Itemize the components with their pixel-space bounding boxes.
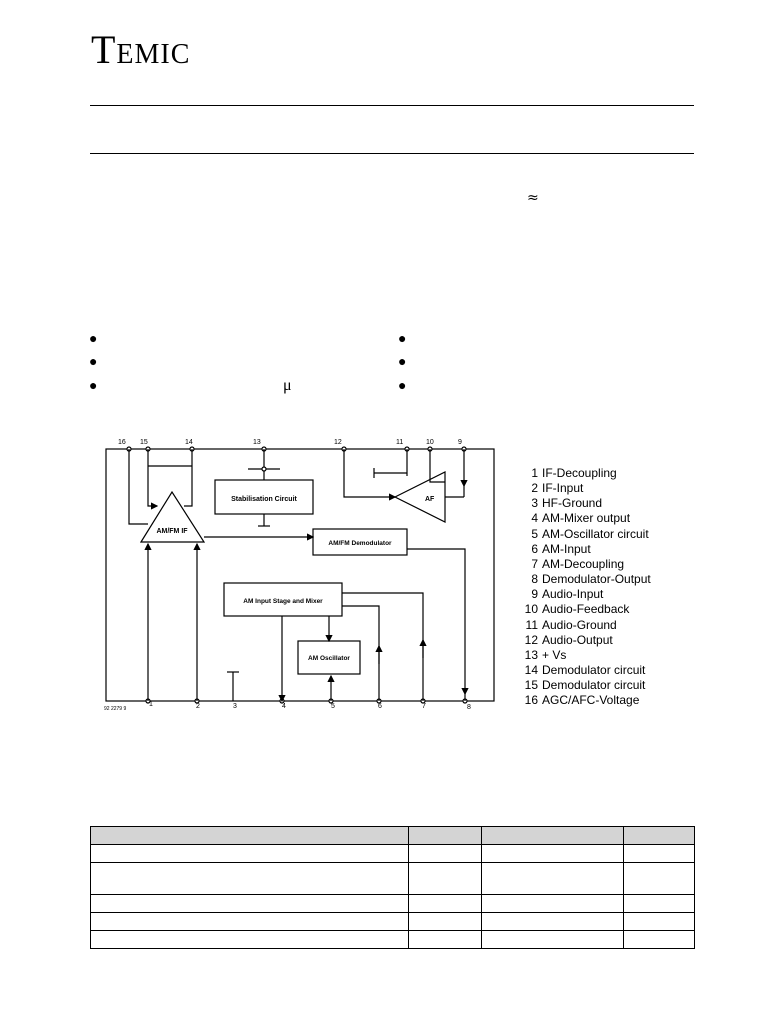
pin-name: + Vs [542, 647, 567, 662]
pin-name: AM-Oscillator circuit [542, 526, 649, 541]
pin-number: 2 [531, 481, 538, 496]
pin-label-10: 10 [426, 439, 434, 446]
pin-number: 4 [531, 511, 538, 526]
pin-label-2: 2 [196, 703, 200, 710]
stabilisation-circuit-label: Stabilisation Circuit [231, 496, 297, 503]
pin-name: Audio-Output [542, 632, 613, 647]
pin-name: Audio-Feedback [542, 602, 630, 617]
drawing-code: 92 2279 9 [104, 706, 127, 712]
pin-number: 3 [531, 496, 538, 511]
pin-label-9: 9 [458, 439, 462, 446]
pin-description-item [519, 663, 651, 678]
feature-bullet: ● [398, 330, 407, 346]
pin-description-item [519, 466, 651, 481]
mu-symbol: μ [283, 377, 292, 394]
table-header-cell [624, 827, 695, 845]
pin-description-item [519, 693, 651, 708]
pin-number: 10 [524, 602, 538, 617]
pin-number: 7 [531, 556, 538, 571]
pin-description-item [519, 678, 651, 693]
approx-symbol: ≈ [527, 190, 539, 206]
feature-bullet: ● [89, 330, 98, 346]
amfm-demodulator-label: AM/FM Demodulator [328, 540, 392, 547]
pin-name: AM-Input [542, 541, 591, 556]
pin-description-item [519, 587, 651, 602]
temic-logo: Temic [91, 27, 191, 72]
pin-description-item [519, 496, 651, 511]
pin-description-item [519, 618, 651, 633]
pin-number: 13 [524, 647, 538, 662]
pin-name: AM-Decoupling [542, 556, 625, 571]
pin-label-6: 6 [378, 703, 382, 710]
am-input-stage-label: AM Input Stage and Mixer [243, 598, 323, 605]
pin-label-11: 11 [396, 439, 404, 446]
pin-label-1: 1 [149, 701, 153, 708]
pin-description-item [519, 557, 651, 572]
pin-number: 8 [531, 572, 538, 587]
pin-number: 1 [531, 466, 538, 480]
table-header-row [91, 827, 695, 845]
pin-label-5: 5 [331, 703, 335, 710]
pin-number: 11 [525, 617, 538, 632]
feature-bullet: ● [89, 377, 98, 393]
pin-number: 15 [524, 678, 538, 693]
pin-description-item [519, 481, 651, 496]
pin-description-item [519, 633, 651, 648]
table-header-cell [482, 827, 624, 845]
pin-number: 12 [524, 632, 538, 647]
pin-description-item [519, 542, 651, 557]
pin-description-item [519, 527, 651, 542]
pin-description-list [519, 466, 651, 709]
pin-name: Audio-Input [542, 587, 604, 602]
header-rule-top [90, 105, 694, 106]
pin-name: Demodulator-Output [542, 572, 651, 587]
table-row [91, 913, 695, 931]
pin-label-13: 13 [253, 439, 261, 446]
pin-label-7: 7 [422, 703, 426, 710]
table-row [91, 895, 695, 913]
header-rule-bottom [90, 153, 694, 154]
pin-description-item [519, 511, 651, 526]
table-row [91, 863, 695, 895]
pin-label-15: 15 [140, 439, 148, 446]
specs-table [90, 826, 695, 949]
pin-name: AGC/AFC-Voltage [542, 693, 640, 708]
pin-description-item [519, 602, 651, 617]
pin-number: 5 [531, 526, 538, 541]
pin-label-14: 14 [185, 439, 193, 446]
amfm-if-label: AM/FM IF [156, 528, 188, 535]
pin-label-16: 16 [118, 439, 126, 446]
pin-label-12: 12 [334, 439, 342, 446]
pin-name: IF-Input [542, 481, 584, 496]
ic-outline [106, 449, 494, 701]
pin-name: Demodulator circuit [542, 663, 646, 678]
pin-label-8: 8 [467, 704, 471, 711]
pin-name: Audio-Ground [542, 617, 617, 632]
pin-description-item [519, 648, 651, 663]
pin-name: IF-Decoupling [542, 466, 617, 480]
table-header-cell [409, 827, 482, 845]
feature-bullet: ● [398, 353, 407, 369]
feature-bullet: ● [398, 377, 407, 393]
pin-number: 16 [524, 693, 538, 708]
pin-number: 6 [531, 541, 538, 556]
table-row [91, 845, 695, 863]
pin-label-3: 3 [233, 703, 237, 710]
table-row [91, 931, 695, 949]
pin-description-item [519, 572, 651, 587]
block-diagram [98, 436, 498, 716]
pin-number: 14 [524, 663, 538, 678]
pin-name: AM-Mixer output [542, 511, 631, 526]
pin-name: HF-Ground [542, 496, 603, 511]
pin-number: 9 [531, 587, 538, 602]
pin-name: Demodulator circuit [542, 678, 646, 693]
feature-bullet: ● [89, 353, 98, 369]
af-amplifier [395, 472, 445, 522]
pin-label-4: 4 [282, 703, 286, 710]
af-label: AF [425, 496, 435, 503]
table-header-cell [91, 827, 409, 845]
am-oscillator-label: AM Oscillator [308, 655, 350, 662]
